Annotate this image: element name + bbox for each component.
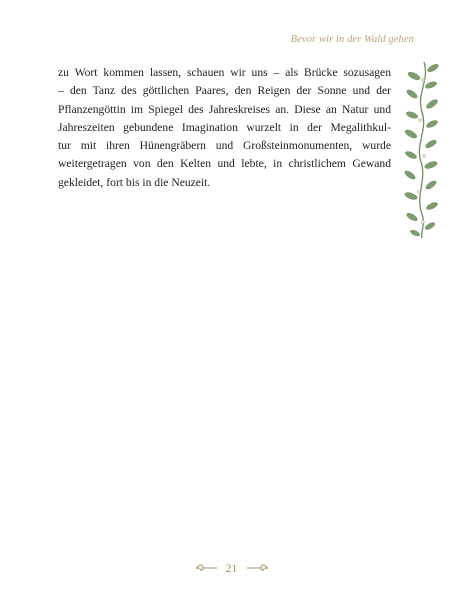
flourish-icon <box>195 563 219 573</box>
page-footer <box>0 560 463 576</box>
flourish-icon <box>245 563 269 573</box>
body-paragraph <box>58 64 391 192</box>
text-line: tur mit ihren Hünengräbern und Großsteinmonumenten, wurde <box>58 139 391 153</box>
page-number: 21 <box>225 560 238 575</box>
text-line: gekleidet, fort bis in die Neuzeit. <box>58 175 211 189</box>
text-line: Pflanzengöttin im Spiegel des Jahreskreises an. Diese an Natur und <box>58 102 391 116</box>
text-line: Jahreszeiten gebundene Imagination wurzelt in der Megalithkul- <box>58 120 391 134</box>
text-line: – den Tanz des göttlichen Paares, den Reigen der Sonne und der <box>58 84 391 98</box>
text-line: weitergetragen von den Kelten und lebte, in christlichem Gewand <box>58 157 391 171</box>
running-header: Bevor wir in der Wald gehen <box>290 34 414 45</box>
vine-ornament-icon <box>400 60 446 240</box>
text-line: zu Wort kommen lassen, schauen wir uns – als Brücke sozusagen <box>58 66 391 79</box>
